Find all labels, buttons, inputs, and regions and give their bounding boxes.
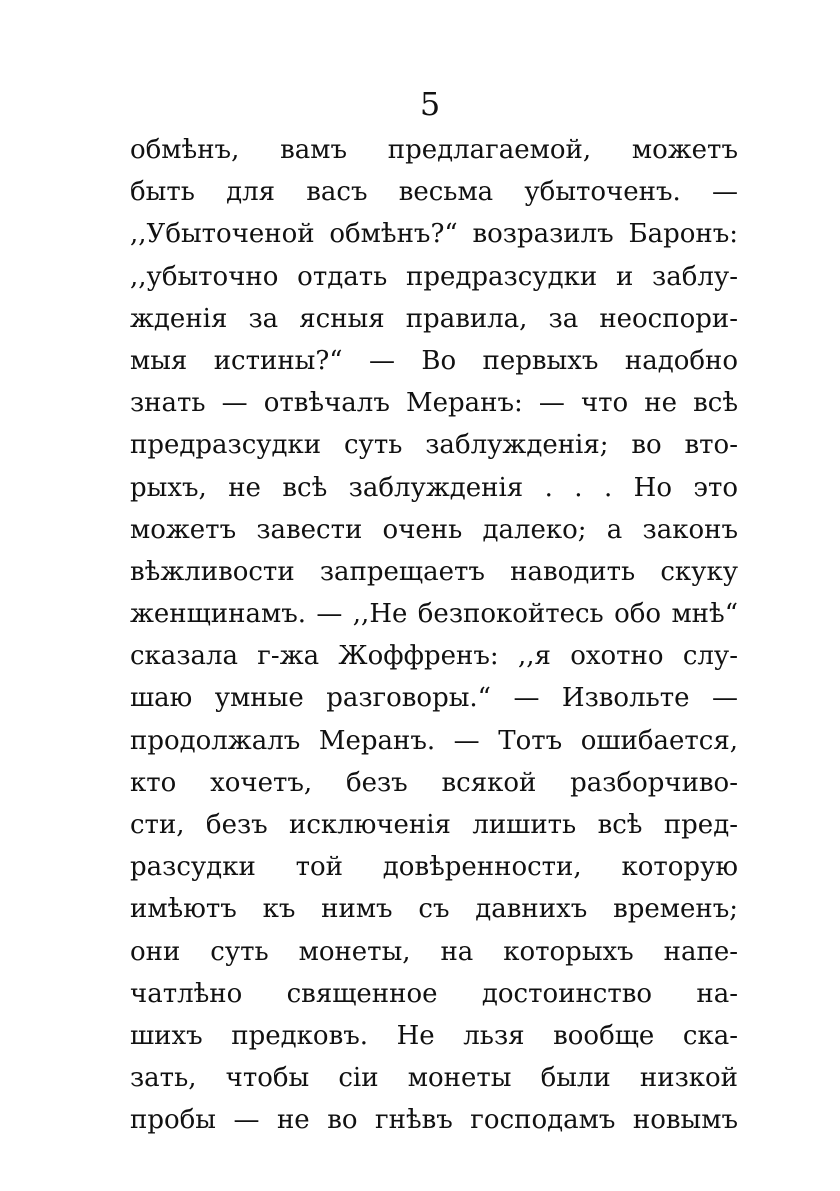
text-line: сти, безъ исключенія лишить всѣ пред- [130, 810, 738, 840]
text-line: знать — отвѣчалъ Меранъ: — что не всѣ [130, 388, 738, 419]
text-line: можетъ завести очень далеко; а законъ [130, 514, 738, 545]
text-line: предразсудки суть заблужденія; во вто- [130, 430, 738, 461]
text-line: чатлѣно священное достоинство на- [130, 978, 738, 1009]
text-line: жденія за ясныя правила, за неоспори- [130, 303, 738, 334]
text-line: быть для васъ весьма убыточенъ. — [130, 177, 738, 208]
text-line: они суть монеты, на которыхъ напе- [130, 936, 738, 967]
text-line: вѣжливости запрещаетъ наводить скуку [130, 556, 738, 587]
page-number: 5 [419, 85, 441, 123]
text-line: ,,Убыточеной обмѣнъ?“ возразилъ Баронъ: [130, 219, 738, 250]
text-line: пробы — не во гнѣвъ господамъ новымъ [130, 1105, 738, 1136]
text-line: сказала г-жа Жоффренъ: ,,я охотно слу- [130, 641, 738, 672]
text-line: зать, чтобы сіи монеты были низкой [130, 1063, 738, 1094]
text-line: шаю умные разговоры.“ — Извольте — [130, 683, 738, 714]
text-line: продолжалъ Меранъ. — Тотъ ошибается, [130, 725, 738, 756]
text-line: шихъ предковъ. Не льзя вообще ска- [130, 1020, 738, 1051]
text-line: рыхъ, не всѣ заблужденія . . . Но это [130, 472, 738, 503]
text-line: женщинамъ. — ,,Не безпокойтесь обо мнѣ“ [130, 599, 738, 630]
text-line: кто хочетъ, безъ всякой разборчиво- [130, 767, 738, 798]
text-line: разсудки той довѣренности, которую [130, 852, 738, 883]
text-line: обмѣнъ, вамъ предлагаемой, можетъ [130, 135, 738, 165]
text-line: мыя истины?“ — Во первыхъ надобно [130, 345, 738, 376]
body-text [130, 129, 738, 1142]
text-line: имѣютъ къ нимъ съ давнихъ временъ; [130, 894, 738, 925]
text-line: ,,убыточно отдать предразсудки и заблу- [130, 261, 738, 292]
